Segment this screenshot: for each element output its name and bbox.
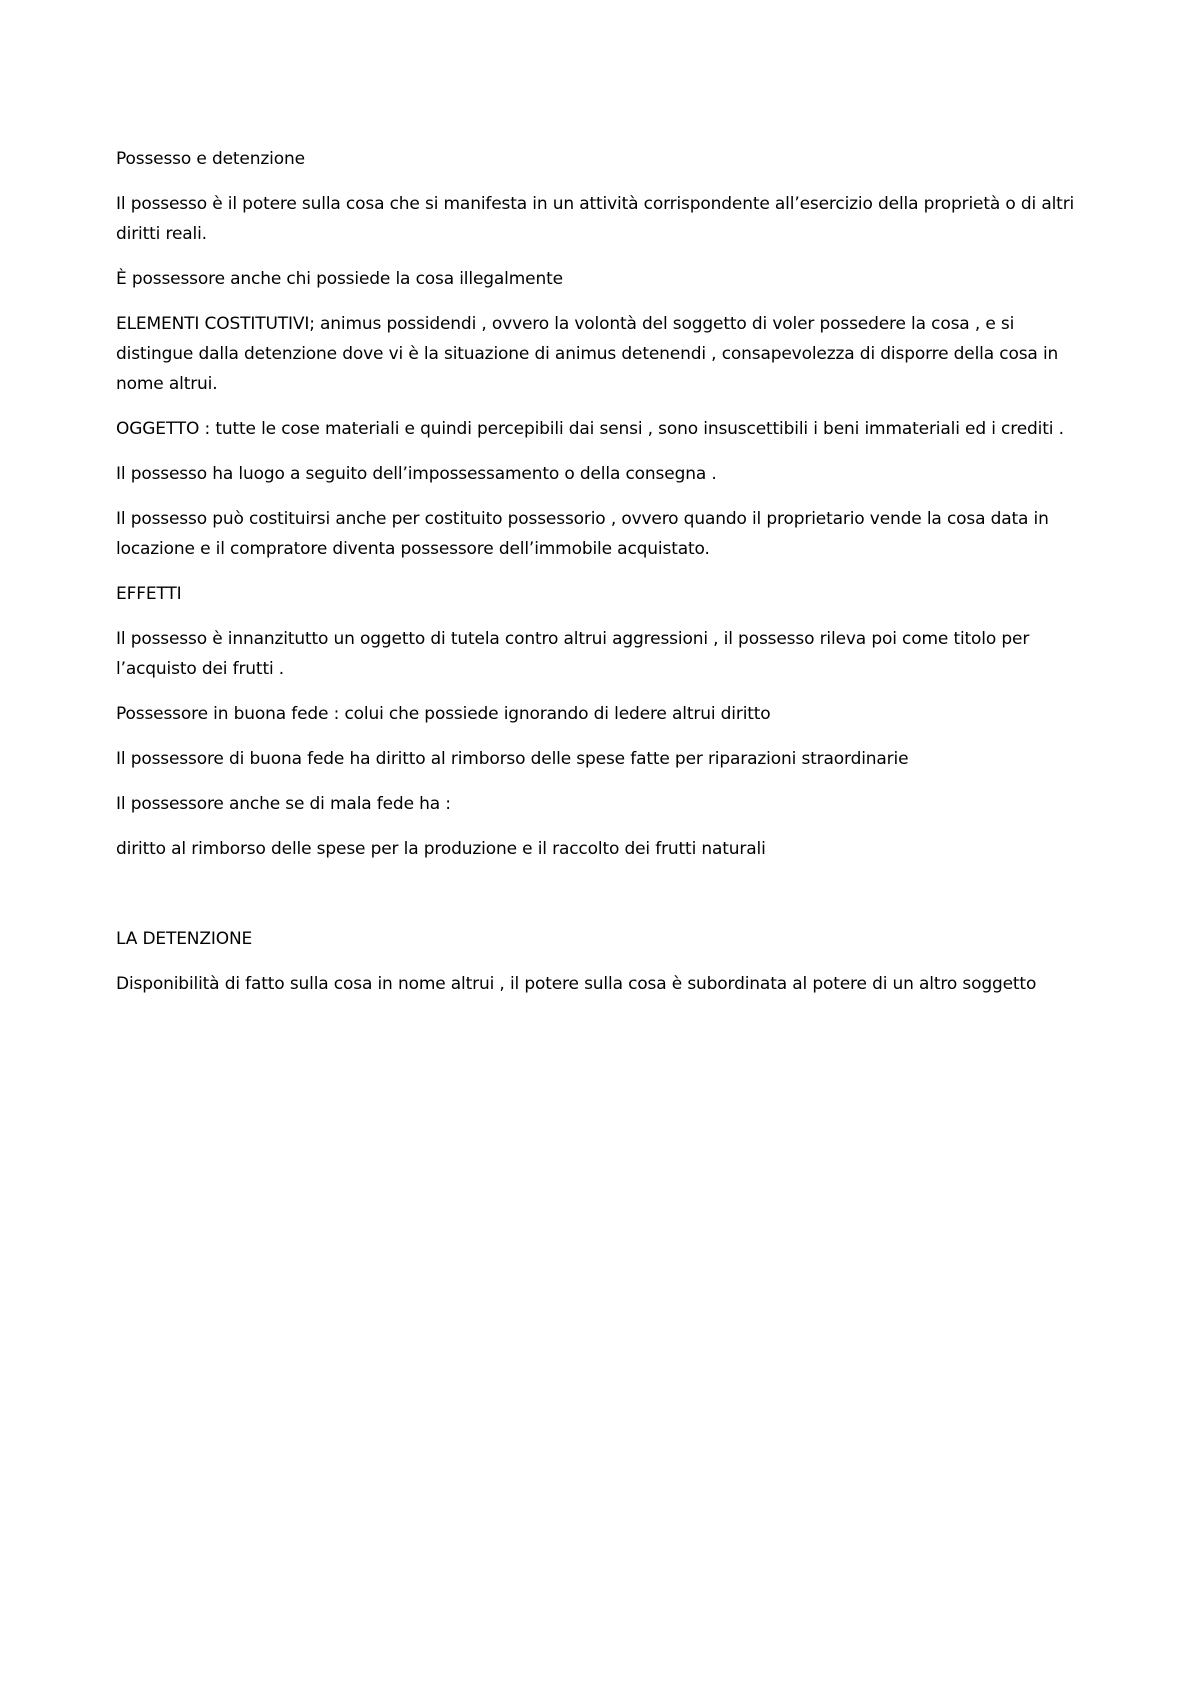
section-heading-effetti: EFFETTI [116, 584, 182, 604]
section-heading-detenzione: LA DETENZIONE [116, 929, 253, 949]
document-body [116, 144, 1092, 1014]
paragraph: OGGETTO : tutte le cose materiali e quindi percepibili dai sensi , sono insuscettibili i beni immateriali ed i crediti . [116, 419, 1064, 439]
paragraph: Il possesso ha luogo a seguito dell’impossessamento o della consegna . [116, 464, 717, 484]
paragraph: È possessore anche chi possiede la cosa illegalmente [116, 269, 563, 289]
blank-line [116, 879, 1092, 924]
paragraph: Il possesso è il potere sulla cosa che si manifesta in un attività corrispondente all’esercizio della proprietà o di altri diritti reali. [116, 194, 1075, 244]
paragraph: Il possesso è innanzitutto un oggetto di tutela contro altrui aggressioni , il possesso rileva poi come titolo per l’acquisto dei frutti . [116, 629, 1030, 679]
paragraph: Disponibilità di fatto sulla cosa in nome altrui , il potere sulla cosa è subordinata al potere di un altro soggetto [116, 974, 1037, 994]
paragraph: diritto al rimborso delle spese per la produzione e il raccolto dei frutti naturali [116, 839, 766, 859]
paragraph: Possessore in buona fede : colui che possiede ignorando di ledere altrui diritto [116, 704, 771, 724]
paragraph: ELEMENTI COSTITUTIVI; animus possidendi , ovvero la volontà del soggetto di voler possedere la cosa , e si distingue dalla detenzione dove vi è la situazione di animus detenendi , consapevolezza di disporre della cosa in nome altrui. [116, 314, 1059, 394]
paragraph: Il possessore di buona fede ha diritto al rimborso delle spese fatte per riparazioni straordinarie [116, 749, 909, 769]
paragraph: Il possesso può costituirsi anche per costituito possessorio , ovvero quando il proprietario vende la cosa data in locazione e il compratore diventa possessore dell’immobile acquistato. [116, 509, 1049, 559]
paragraph: Il possessore anche se di mala fede ha : [116, 794, 451, 814]
document-title: Possesso e detenzione [116, 149, 305, 169]
